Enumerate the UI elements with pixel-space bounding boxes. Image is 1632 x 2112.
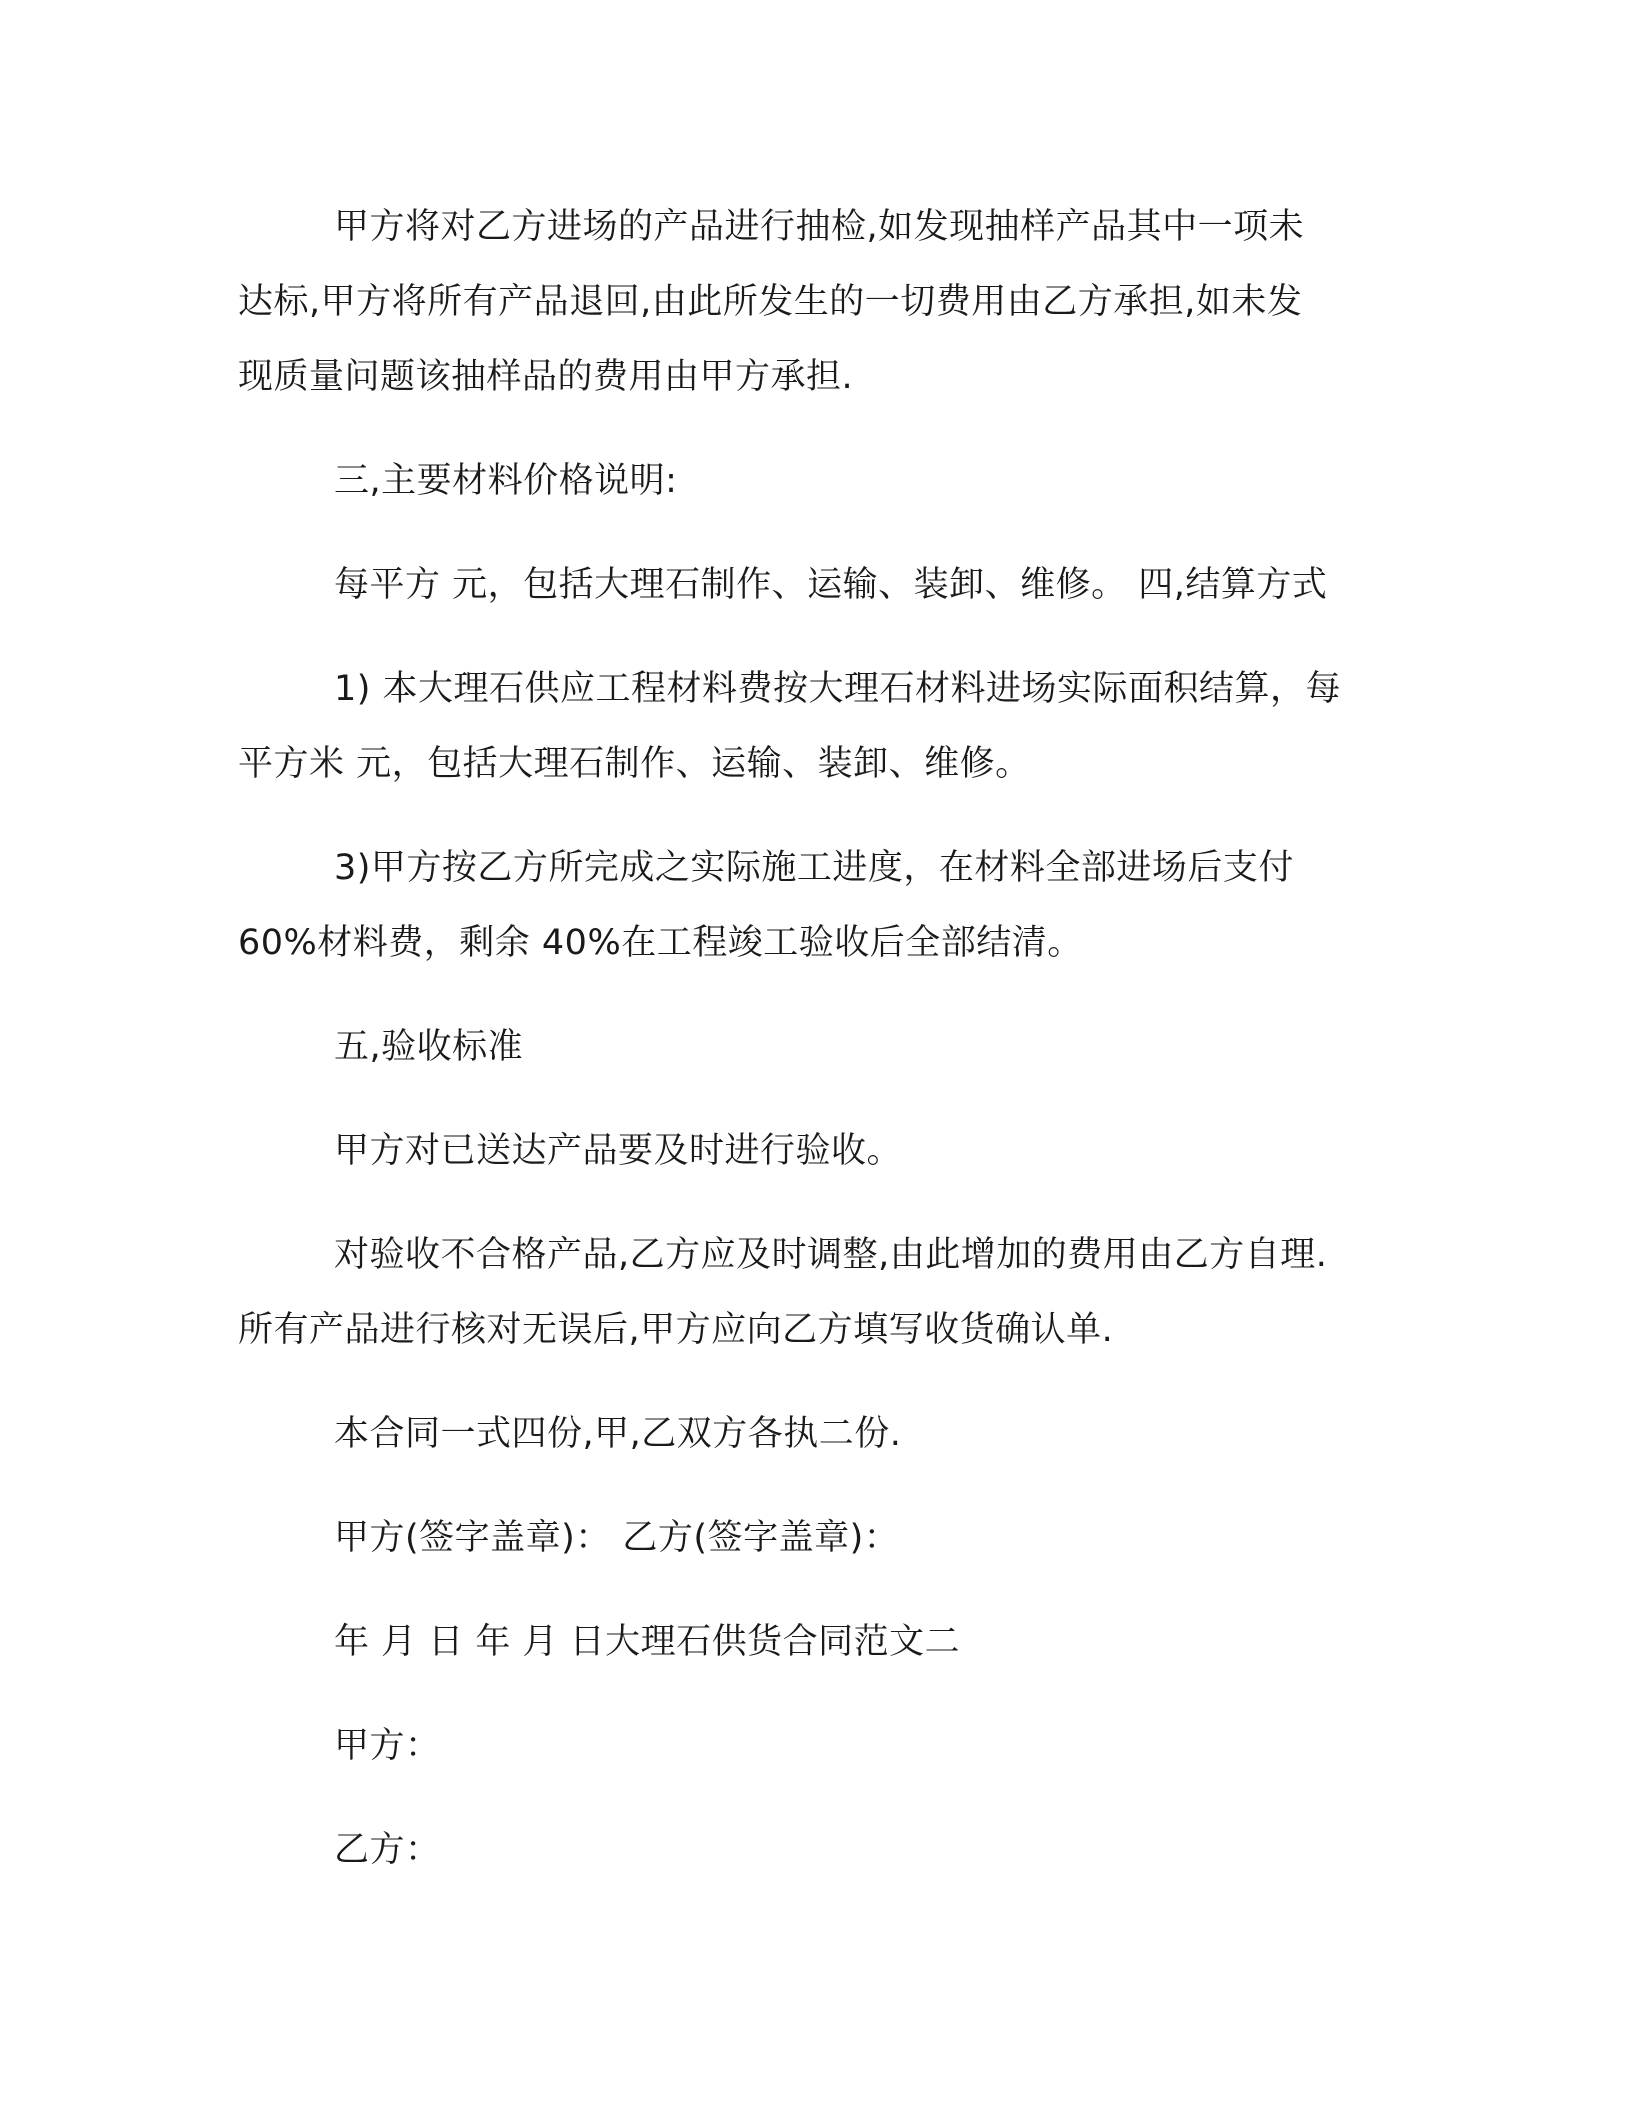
text-line: 三,主要材料价格说明: [334, 461, 678, 501]
date-line [238, 1605, 1388, 1680]
text-line: 现质量问题该抽样品的费用由甲方承担. [238, 357, 854, 397]
paragraph-settlement-1 [238, 652, 1388, 802]
text-line: 甲方将对乙方进场的产品进行抽检,如发现抽样产品其中一项未 [334, 207, 1305, 247]
paragraph-inspection [238, 190, 1388, 415]
text-line: 3)甲方按乙方所完成之实际施工进度，在材料全部进场后支付 [334, 848, 1294, 888]
text-line: 60%材料费，剩余 40%在工程竣工验收后全部结清。 [238, 923, 1083, 963]
text-line: 达标,甲方将所有产品退回,由此所发生的一切费用由乙方承担,如未发 [238, 282, 1303, 322]
text-line: 对验收不合格产品,乙方应及时调整,由此增加的费用由乙方自理. [334, 1235, 1328, 1275]
text-line: 1) 本大理石供应工程材料费按大理石材料进场实际面积结算，每 [334, 669, 1342, 709]
party-a-line [238, 1709, 1388, 1784]
section-heading-material-price [238, 444, 1388, 519]
text-line: 本合同一式四份,甲,乙双方各执二份. [334, 1414, 902, 1454]
text-line: 乙方： [334, 1830, 441, 1870]
text-line: 甲方对已送达产品要及时进行验收。 [334, 1131, 903, 1171]
text-line: 所有产品进行核对无误后,甲方应向乙方填写收货确认单. [238, 1310, 1114, 1350]
signature-line [238, 1501, 1388, 1576]
text-line: 五,验收标准 [334, 1027, 524, 1067]
document-body [238, 190, 1388, 1917]
text-line: 甲方： [334, 1726, 441, 1766]
text-line: 每平方 元，包括大理石制作、运输、装卸、维修。 四,结算方式 [334, 565, 1328, 605]
paragraph-unqualified-products [238, 1218, 1388, 1368]
paragraph-copies [238, 1397, 1388, 1472]
paragraph-unit-price [238, 548, 1388, 623]
paragraph-acceptance-timely [238, 1114, 1388, 1189]
text-line: 平方米 元，包括大理石制作、运输、装卸、维修。 [238, 744, 1031, 784]
section-heading-acceptance [238, 1010, 1388, 1085]
text-line: 甲方(签字盖章)： 乙方(签字盖章)： [334, 1518, 900, 1558]
party-b-line [238, 1813, 1388, 1888]
text-line: 年 月 日 年 月 日大理石供货合同范文二 [334, 1622, 961, 1662]
paragraph-settlement-3 [238, 831, 1388, 981]
